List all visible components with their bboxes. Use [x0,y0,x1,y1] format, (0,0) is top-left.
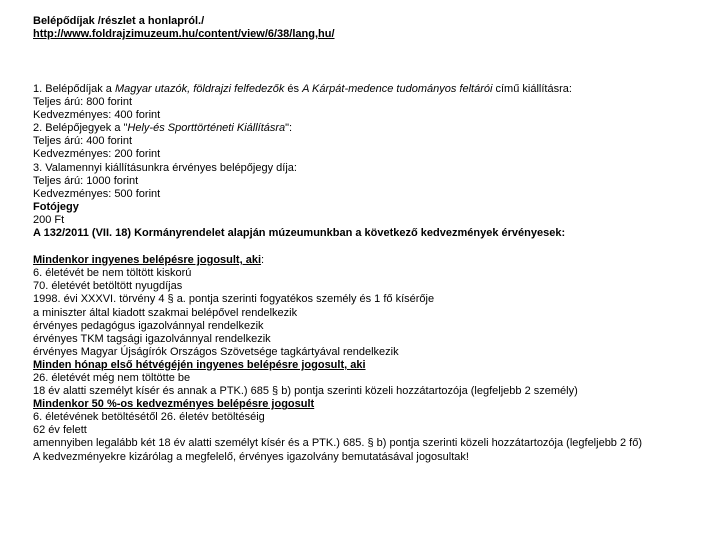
item3-discount-price: Kedvezményes: 500 forint [33,187,161,200]
item3-heading: 3. Valamennyi kiállításunkra érvényes belépőjegy díja: [33,161,297,174]
item1-heading: 1. Belépődíjak a Magyar utazók, földrajzi felfedezők és A Kárpát-medence tudományos feltárói című kiállításra: [33,83,572,95]
item2-full-price: Teljes árú: 400 forint [33,135,133,148]
list-item: amennyiben legalább két 18 év alatti személyt kísér és a PTK.) 685. § b) pontja szerinti közeli hozzátartozója (legfeljebb 2 fő) [33,437,642,450]
list-item: 70. életévét betöltött nyugdíjas [33,280,183,293]
item2-heading: 2. Belépőjegyek a "Hely-és Sporttörténeti Kiállításra": [33,122,293,135]
list-item: érvényes TKM tagsági igazolvánnyal rendelkezik [33,332,271,345]
closing-note: A kedvezményekre kizárólag a megfelelő, érvényes igazolvány bemutatásával jogosultak! [33,450,469,463]
list-item: 62 év felett [33,424,87,437]
item1-discount-price: Kedvezményes: 400 forint [33,109,161,122]
photo-ticket-title: Fotójegy [33,200,79,213]
item2-discount-price: Kedvezményes: 200 forint [33,148,161,161]
item3-full-price: Teljes árú: 1000 forint [33,174,139,187]
document-body [33,83,703,464]
monthly-free-heading: Minden hónap első hétvégéjén ingyenes belépésre jogosult, aki [33,358,366,371]
museum-url-link[interactable]: http://www.foldrajzimuzeum.hu/content/view/6/38/lang,hu/ [33,28,335,41]
list-item: 6. életévét be nem töltött kiskorú [33,267,192,280]
document-title: Belépődíjak /részlet a honlapról./ [33,15,205,27]
free-entry-heading: Mindenkor ingyenes belépésre jogosult, aki: [33,254,265,267]
list-item: 1998. évi XXXVI. törvény 4 § a. pontja szerinti fogyatékos személy és 1 fő kísérője [33,293,435,306]
item1-full-price: Teljes árú: 800 forint [33,96,133,109]
document-header [33,15,335,41]
list-item: a miniszter által kiadott szakmai belépővel rendelkezik [33,306,298,319]
list-item: 26. életévét még nem töltötte be [33,371,191,384]
list-item: érvényes pedagógus igazolvánnyal rendelkezik [33,319,264,332]
discount-heading: Mindenkor 50 %-os kedvezményes belépésre jogosult [33,398,315,411]
decree-heading: A 132/2011 (VII. 18) Kormányrendelet alapján múzeumunkban a következő kedvezmények érvényesek: [33,227,566,240]
photo-ticket-price: 200 Ft [33,213,65,226]
section-spacer [33,240,703,254]
list-item: érvényes Magyar Újságírók Országos Szövetsége tagkártyával rendelkezik [33,345,399,358]
list-item: 6. életévének betöltésétől 26. életév betöltéséig [33,411,265,424]
list-item: 18 év alatti személyt kísér és annak a PTK.) 685 § b) pontja szerinti közeli hozzátartozója (legfeljebb 2 személy) [33,385,578,398]
